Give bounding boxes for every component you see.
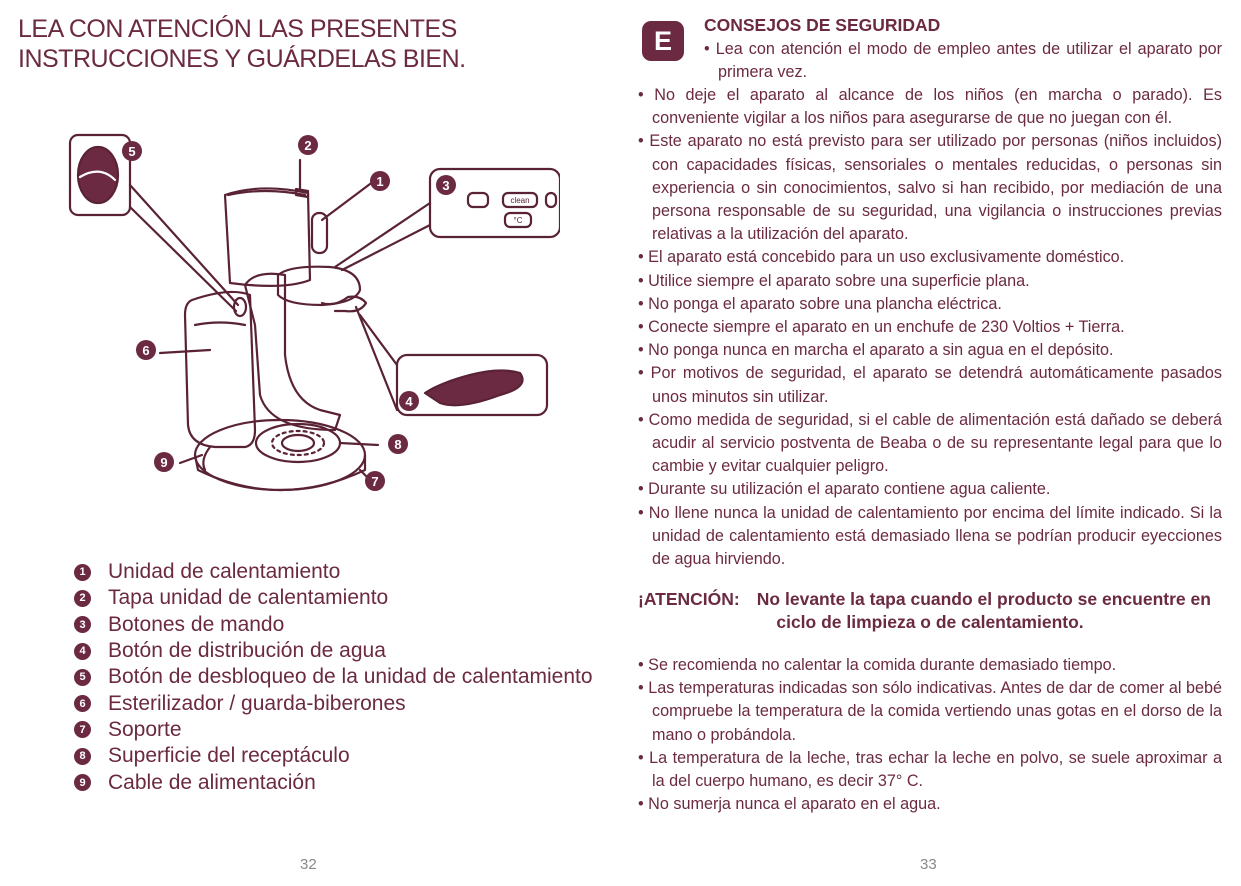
tip-item: • No sumerja nunca el aparato en el agua.: [638, 793, 1222, 816]
legend-label: Cable de alimentación: [108, 770, 316, 794]
callout-label-3: 3: [442, 178, 450, 193]
legend-label: Unidad de calentamiento: [108, 560, 341, 584]
legend-number: 8: [74, 748, 91, 765]
legend-item: [74, 638, 593, 664]
unlock-button: [234, 298, 246, 316]
callout-label-7: 7: [371, 474, 379, 489]
legend-item: [74, 612, 593, 638]
legend-item: [74, 717, 593, 743]
tip-item: • No llene nunca la unidad de calentamiento por encima del límite indicado. Si la unidad de calentamiento está demasiado llena se podrían producir eyecciones de agua hirviendo.: [638, 502, 1222, 572]
safety-tips-intro: [704, 38, 1222, 84]
legend-number: 5: [74, 669, 91, 686]
legend-item: [74, 769, 593, 795]
legend-label: Esterilizador / guarda-biberones: [108, 691, 406, 715]
tip-item: • No deje el aparato al alcance de los niños (en marcha o parado). Es conveniente vigilar a los niños para asegurarse de que no juegan con él.: [638, 84, 1222, 130]
callout-label-5: 5: [128, 144, 136, 159]
legend-number: 2: [74, 590, 91, 607]
tip-item: • No ponga nunca en marcha el aparato a sin agua en el depósito.: [638, 339, 1222, 362]
callout-label-9: 9: [160, 455, 168, 470]
legend-item: [74, 664, 593, 690]
tip-item: • Se recomienda no calentar la comida durante demasiado tiempo.: [638, 654, 1222, 677]
legend-label: Botón de desbloqueo de la unidad de calentamiento: [108, 665, 593, 689]
temp-button-label: °C: [513, 216, 523, 225]
tip-item: • El aparato está concebido para un uso exclusivamente doméstico.: [638, 246, 1222, 269]
legend-label: Superficie del receptáculo: [108, 744, 350, 768]
page-number-right: 33: [920, 856, 937, 873]
legend-number: 4: [74, 643, 91, 660]
callout-label-4: 4: [405, 394, 413, 409]
legend-number: 3: [74, 616, 91, 633]
language-badge: E: [642, 21, 684, 61]
legend-number: 6: [74, 695, 91, 712]
legend-label: Botón de distribución de agua: [108, 639, 386, 663]
section-title: CONSEJOS DE SEGURIDAD: [704, 15, 941, 35]
page-number-left: 32: [300, 856, 317, 873]
callout-label-2: 2: [304, 138, 312, 153]
tip-item: • Este aparato no está previsto para ser utilizado por personas (niños incluidos) con capacidades físicas, sensoriales o mentales reducidas, o personas sin experiencia o sin conocimientos, salvo si han recibido, por mediación de una persona responsable de su seguridad, una vigilancia o instrucciones previas relativas a la utilización del aparato.: [638, 130, 1222, 246]
appliance-diagram: [60, 125, 560, 515]
legend-item: [74, 585, 593, 611]
heating-unit: [225, 188, 310, 285]
tip-item: • Las temperaturas indicadas son sólo indicativas. Antes de dar de comer al bebé compruebe la temperatura de la comida vertiendo unas gotas en el dorso de la mano o probándola.: [638, 677, 1222, 747]
legend-number: 1: [74, 564, 91, 581]
callout-label-8: 8: [394, 437, 402, 452]
callout-label-1: 1: [376, 174, 384, 189]
tip-item: • Utilice siempre el aparato sobre una superficie plana.: [638, 270, 1222, 293]
page-title: LEA CON ATENCIÓN LAS PRESENTES INSTRUCCIONES Y GUÁRDELAS BIEN.: [18, 15, 466, 73]
warning-label: ¡ATENCIÓN:: [638, 589, 740, 609]
tip-item: • No ponga el aparato sobre una plancha eléctrica.: [638, 293, 1222, 316]
tip-item: • Lea con atención el modo de empleo antes de utilizar el aparato por primera vez.: [704, 38, 1222, 84]
legend-item: [74, 690, 593, 716]
tip-item: • Durante su utilización el aparato contiene agua caliente.: [638, 478, 1222, 501]
warning-block: [638, 588, 1222, 634]
safety-tips-list: [638, 84, 1222, 571]
tip-item: • Por motivos de seguridad, el aparato se detendrá automáticamente pasados unos minutos sin utilizar.: [638, 362, 1222, 408]
legend-number: 7: [74, 721, 91, 738]
callout-label-6: 6: [142, 343, 150, 358]
parts-legend: [74, 559, 593, 796]
tip-item: • Conecte siempre el aparato en un enchufe de 230 Voltios + Tierra.: [638, 316, 1222, 339]
additional-tips-list: [638, 654, 1222, 816]
clean-button-label: clean: [510, 196, 530, 205]
legend-item: [74, 743, 593, 769]
warning-text: No levante la tapa cuando el producto se encuentre en ciclo de limpieza o de calentamiento.: [756, 589, 1211, 632]
legend-label: Tapa unidad de calentamiento: [108, 586, 389, 610]
tip-item: • Como medida de seguridad, si el cable de alimentación está dañado se deberá acudir al servicio postventa de Beaba o de su representante legal para que lo cambie y evitar cualquier peligro.: [638, 409, 1222, 479]
right-page: [620, 0, 1241, 886]
power-cable: [203, 447, 210, 470]
legend-label: Botones de mando: [108, 612, 285, 636]
legend-item: [74, 559, 593, 585]
left-page: [0, 0, 620, 886]
legend-label: Soporte: [108, 717, 182, 741]
legend-number: 9: [74, 774, 91, 791]
tip-item: • La temperatura de la leche, tras echar la leche en polvo, se suele aproximar a la del cuerpo humano, es decir 37° C.: [638, 747, 1222, 793]
